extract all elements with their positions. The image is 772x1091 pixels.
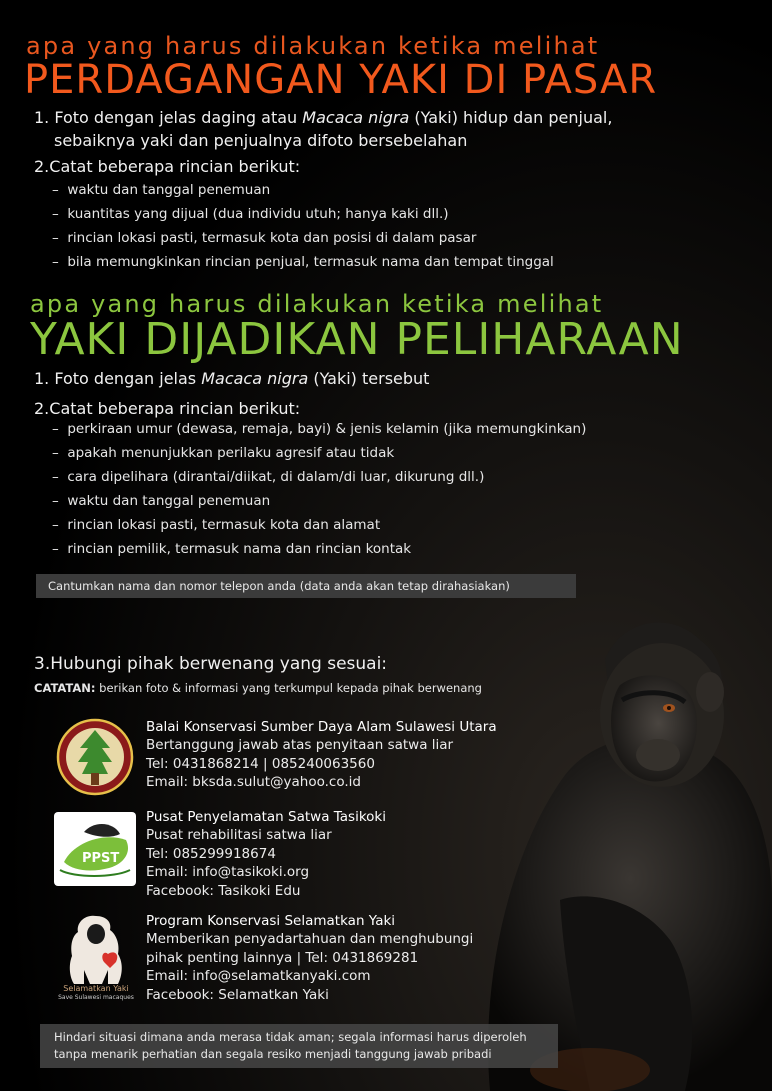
org-email: Email: bksda.sulut@yahoo.co.id — [146, 774, 361, 791]
selamatkan-yaki-logo-subtext: Save Sulawesi macaques — [58, 994, 134, 1001]
step-number: 2. — [34, 399, 50, 418]
species-name: Macaca nigra — [201, 369, 309, 388]
section1-step1 — [34, 106, 734, 152]
section2-headline: YAKI DIJADIKAN PELIHARAAN — [30, 314, 684, 365]
list-item-text: apakah menunjukkan perilaku agresif atau tidak — [67, 445, 395, 461]
org-email: Email: info@tasikoki.org — [146, 864, 310, 881]
org-facebook: Facebook: Selamatkan Yaki — [146, 986, 329, 1003]
species-name: Macaca nigra — [302, 108, 410, 127]
org-phone: Tel: 0431868214 | 085240063560 — [146, 755, 375, 772]
step-text: (Yaki) tersebut — [308, 369, 430, 388]
section3-note — [34, 681, 482, 695]
step-text: Foto dengan jelas — [54, 369, 202, 388]
step-number: 3. — [34, 654, 51, 674]
list-item-text: rincian lokasi pasti, termasuk kota dan alamat — [67, 517, 381, 533]
org-name: Selamatkan Yaki — [284, 913, 396, 929]
note-label: CATATAN: — [34, 681, 96, 695]
section2-step1 — [34, 367, 429, 390]
list-item-text: waktu dan tanggal penemuan — [67, 182, 271, 198]
list-item: – rincian pemilik, termasuk nama dan rincian kontak — [52, 541, 412, 557]
list-item: – waktu dan tanggal penemuan — [52, 182, 271, 198]
selamatkan-yaki-logo-text: Selamatkan Yaki — [63, 984, 129, 993]
org-description: Memberikan penyadartahuan dan menghubungi — [146, 931, 474, 948]
step-number: 1. — [34, 369, 50, 388]
org-bksda — [146, 718, 497, 792]
org-phone: Tel: 085299918674 — [146, 845, 276, 862]
section1-step2 — [34, 155, 300, 178]
step-text: Hubungi pihak berwenang yang sesuai: — [50, 654, 388, 674]
org-region: Sulawesi Utara — [391, 719, 497, 735]
list-item-text: rincian pemilik, termasuk nama dan rincian kontak — [67, 541, 412, 557]
step-text: sebaiknya yaki dan penjualnya difoto bersebelahan — [54, 131, 468, 150]
org-title — [146, 912, 473, 930]
step-text: Foto dengan jelas daging atau — [54, 108, 303, 127]
org-facebook: Facebook: Tasikoki Edu — [146, 882, 301, 899]
step-text: (Yaki) hidup dan penjual, — [409, 108, 613, 127]
step-number: 1. — [34, 108, 50, 127]
warning-line: tanpa menarik perhatian dan segala resiko menjadi tanggung jawab pribadi — [54, 1047, 492, 1061]
list-item: – rincian lokasi pasti, termasuk kota dan posisi di dalam pasar — [52, 230, 477, 246]
selamatkan-yaki-logo — [56, 910, 136, 1002]
warning-line: Hindari situasi dimana anda merasa tidak aman; segala informasi harus diperoleh — [54, 1030, 527, 1044]
org-description: Pusat rehabilitasi satwa liar — [146, 827, 332, 844]
org-selamatkan-yaki — [146, 912, 473, 1004]
list-item: – waktu dan tanggal penemuan — [52, 493, 271, 509]
org-tasikoki — [146, 808, 386, 900]
org-description: Bertanggung jawab atas penyitaan satwa liar — [146, 737, 454, 754]
safety-warning — [40, 1024, 558, 1068]
list-item: – apakah menunjukkan perilaku agresif atau tidak — [52, 445, 395, 461]
list-item-text: cara dipelihara (dirantai/diikat, di dalam/di luar, dikurung dll.) — [67, 469, 485, 485]
section2-bullet-list — [52, 417, 586, 561]
step-text: Catat beberapa rincian berikut: — [49, 399, 301, 418]
step-text: Catat beberapa rincian berikut: — [49, 157, 301, 176]
section2-kicker: apa yang harus dilakukan ketika melihat — [30, 290, 604, 318]
org-email: Email: info@selamatkanyaki.com — [146, 968, 371, 985]
list-item-text: bila memungkinkan rincian penjual, termasuk nama dan tempat tinggal — [67, 254, 554, 270]
list-item: – cara dipelihara (dirantai/diikat, di dalam/di luar, dikurung dll.) — [52, 469, 485, 485]
section3-step3 — [34, 653, 387, 676]
ppst-logo — [54, 812, 136, 886]
note-text: berikan foto & informasi yang terkumpul kepada pihak berwenang — [95, 681, 482, 695]
step-number: 2. — [34, 157, 50, 176]
list-item-text: perkiraan umur (dewasa, remaja, bayi) & jenis kelamin (jika memungkinkan) — [67, 421, 587, 437]
list-item-text: rincian lokasi pasti, termasuk kota dan posisi di dalam pasar — [67, 230, 477, 246]
ppst-logo-text: PPST — [82, 851, 120, 866]
list-item: – perkiraan umur (dewasa, remaja, bayi) & jenis kelamin (jika memungkinkan) — [52, 421, 587, 437]
section1-headline: PERDAGANGAN YAKI DI PASAR — [24, 57, 658, 103]
org-title — [146, 718, 497, 736]
org-phone: pihak penting lainnya | Tel: 0431869281 — [146, 949, 419, 966]
org-program: Program Konservasi — [146, 913, 285, 929]
list-item: – rincian lokasi pasti, termasuk kota dan alamat — [52, 517, 381, 533]
list-item: – kuantitas yang dijual (dua individu utuh; hanya kaki dll.) — [52, 206, 449, 222]
list-item: – bila memungkinkan rincian penjual, termasuk nama dan tempat tinggal — [52, 254, 554, 270]
org-name: Balai Konservasi Sumber Daya Alam — [146, 719, 392, 735]
macaque-photo — [470, 600, 772, 1091]
bksda-tree-logo — [56, 718, 134, 796]
org-title: Pusat Penyelamatan Satwa Tasikoki — [146, 809, 387, 825]
list-item-text: kuantitas yang dijual (dua individu utuh; hanya kaki dll.) — [67, 206, 449, 222]
privacy-note: Cantumkan nama dan nomor telepon anda (data anda akan tetap dirahasiakan) — [36, 574, 576, 598]
section1-bullet-list — [52, 178, 554, 274]
section1-kicker: apa yang harus dilakukan ketika melihat — [26, 32, 600, 60]
list-item-text: waktu dan tanggal penemuan — [67, 493, 271, 509]
